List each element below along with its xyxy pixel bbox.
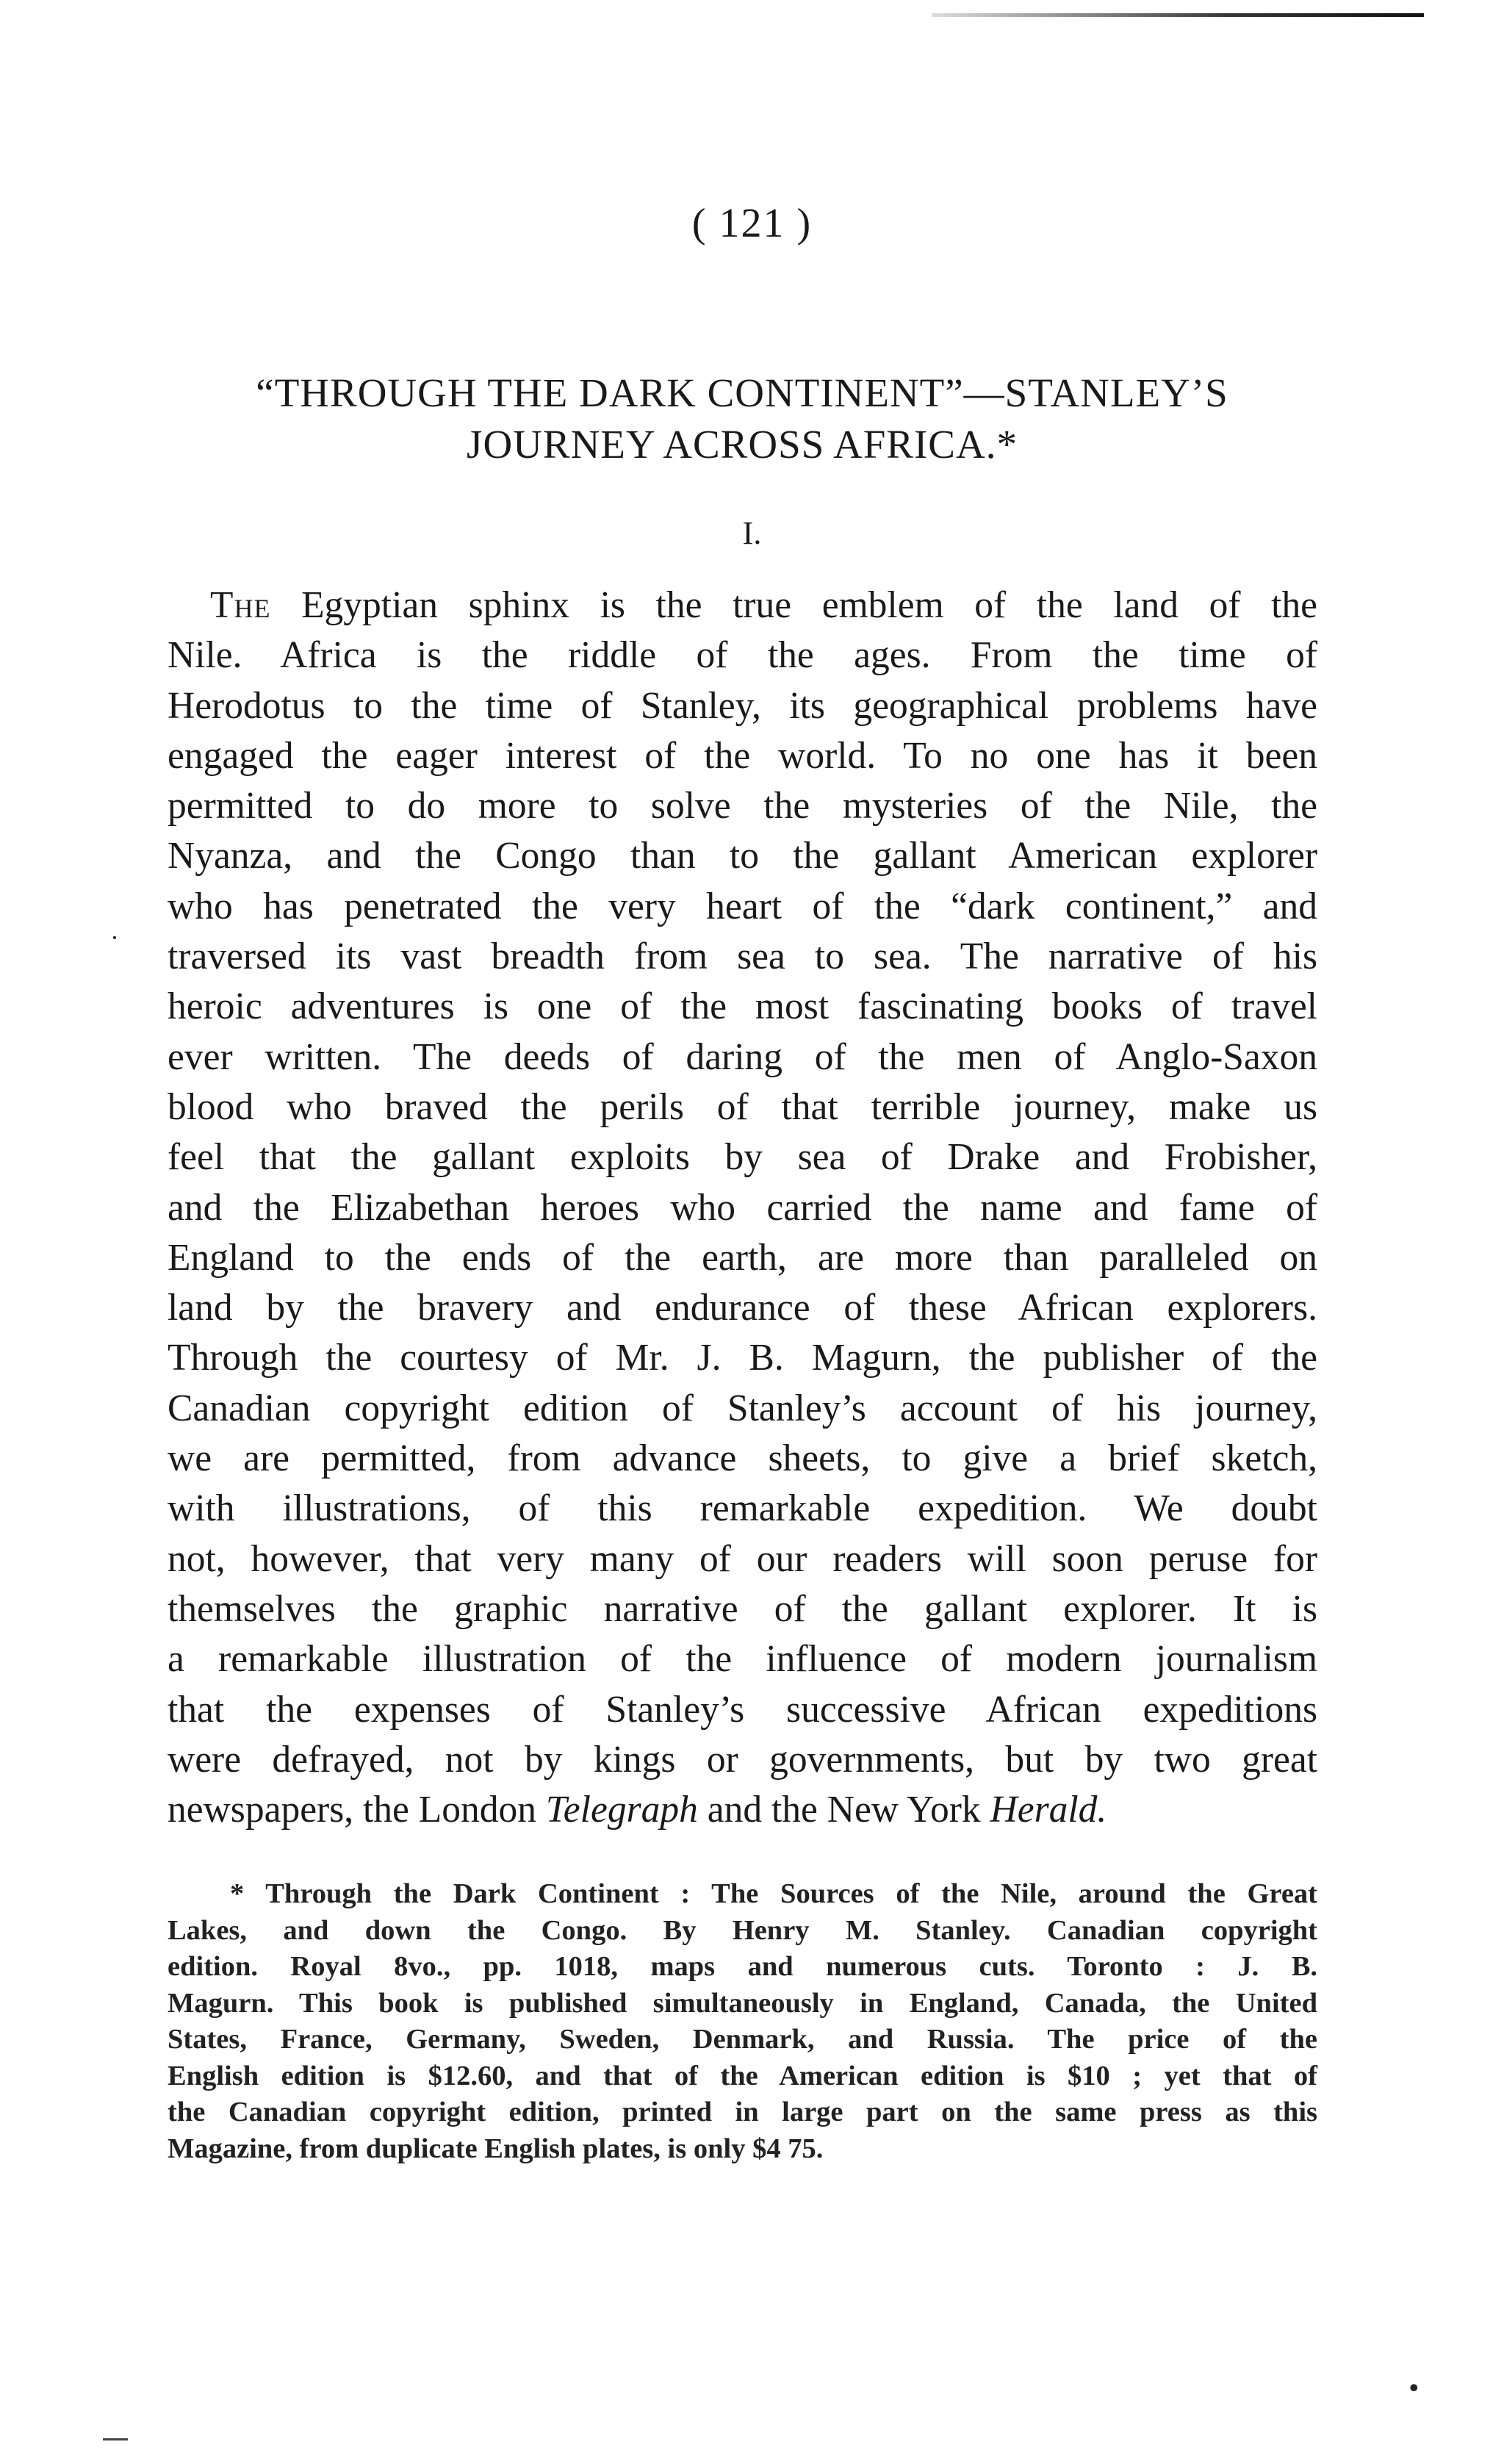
- body-line: engaged the eager interest of the world. To no one has it been: [168, 734, 1317, 777]
- footnote-line: * Through the Dark Continent : The Sources of the Nile, around the Great: [230, 1878, 1317, 1909]
- footnote-line: the Canadian copyright edition, printed in large part on the same press as this: [168, 2097, 1317, 2127]
- body-line: not, however, that very many of our readers will soon peruse for: [168, 1537, 1317, 1580]
- body-line: ever written. The deeds of daring of the men of Anglo-Saxon: [168, 1035, 1317, 1078]
- body-line-last: newspapers, the London Telegraph and the New York Herald.: [168, 1789, 1107, 1831]
- footnote-line: Magurn. This book is published simultaneously in England, Canada, the United: [168, 1987, 1317, 2019]
- body-line: blood who braved the perils of that terrible journey, make us: [168, 1085, 1317, 1128]
- footnote-line: English edition is $12.60, and that of the American edition is $10 ; yet that of: [168, 2060, 1317, 2091]
- body-line: that the expenses of Stanley’s successive African expeditions: [168, 1688, 1317, 1731]
- body-line: The Egyptian sphinx is the true emblem of the land of the: [210, 584, 1318, 626]
- top-edge-rule: [932, 13, 1424, 17]
- article-title: [169, 367, 1315, 470]
- body-line: and the Elizabethan heroes who carried the name and fame of: [168, 1186, 1317, 1229]
- body-line: Herodotus to the time of Stanley, its geographical problems have: [168, 684, 1317, 727]
- title-line-1: “THROUGH THE DARK CONTINENT”—STANLEY’S: [256, 370, 1228, 415]
- bottom-left-dash-mark: [103, 2438, 128, 2440]
- body-line: who has penetrated the very heart of the “dark continent,” and: [168, 885, 1317, 927]
- footnote: [168, 1876, 1317, 2167]
- body-line: were defrayed, not by kings or governments, but by two great: [168, 1738, 1317, 1781]
- bottom-right-mark: •: [1409, 2373, 1419, 2402]
- body-line: with illustrations, of this remarkable expedition. We doubt: [168, 1487, 1317, 1530]
- body-line: Through the courtesy of Mr. J. B. Magurn, the publisher of the: [168, 1337, 1317, 1379]
- margin-dot-mark: ·: [110, 923, 119, 952]
- body-line: heroic adventures is one of the most fascinating books of travel: [168, 985, 1317, 1028]
- body-line: permitted to do more to solve the mysteries of the Nile, the: [168, 785, 1317, 827]
- footnote-line: edition. Royal 8vo., pp. 1018, maps and numerous cuts. Toronto : J. B.: [168, 1951, 1317, 1982]
- body-line: a remarkable illustration of the influence of modern journalism: [168, 1638, 1317, 1681]
- page-number: ( 121 ): [691, 201, 813, 246]
- body-line: themselves the graphic narrative of the gallant explorer. It is: [168, 1587, 1317, 1630]
- body-line: Canadian copyright edition of Stanley’s account of his journey,: [168, 1387, 1317, 1429]
- footnote-line: Lakes, and down the Congo. By Henry M. Stanley. Canadian copyright: [168, 1914, 1317, 1946]
- opening-word: The: [210, 584, 271, 626]
- newspaper-name-telegraph: Telegraph: [545, 1789, 698, 1831]
- title-line-2: JOURNEY ACROSS AFRICA.*: [467, 422, 1018, 467]
- body-line: land by the bravery and endurance of these African explorers.: [168, 1287, 1317, 1329]
- body-line: Nile. Africa is the riddle of the ages. From the time of: [168, 634, 1317, 677]
- body-line: England to the ends of the earth, are more than paralleled on: [168, 1236, 1317, 1279]
- body-line: feel that the gallant exploits by sea of Drake and Frobisher,: [168, 1136, 1317, 1179]
- body-line: we are permitted, from advance sheets, to give a brief sketch,: [168, 1437, 1317, 1480]
- body-line: traversed its vast breadth from sea to sea. The narrative of his: [168, 935, 1317, 978]
- article-body: [168, 581, 1317, 1835]
- newspaper-name-herald: Herald.: [990, 1789, 1107, 1831]
- footnote-line: Magazine, from duplicate English plates, is only $4 75.: [168, 2133, 824, 2164]
- body-line: Nyanza, and the Congo than to the gallant American explorer: [168, 835, 1317, 877]
- section-number: I.: [742, 515, 762, 551]
- footnote-line: States, France, Germany, Sweden, Denmark, and Russia. The price of the: [168, 2024, 1317, 2055]
